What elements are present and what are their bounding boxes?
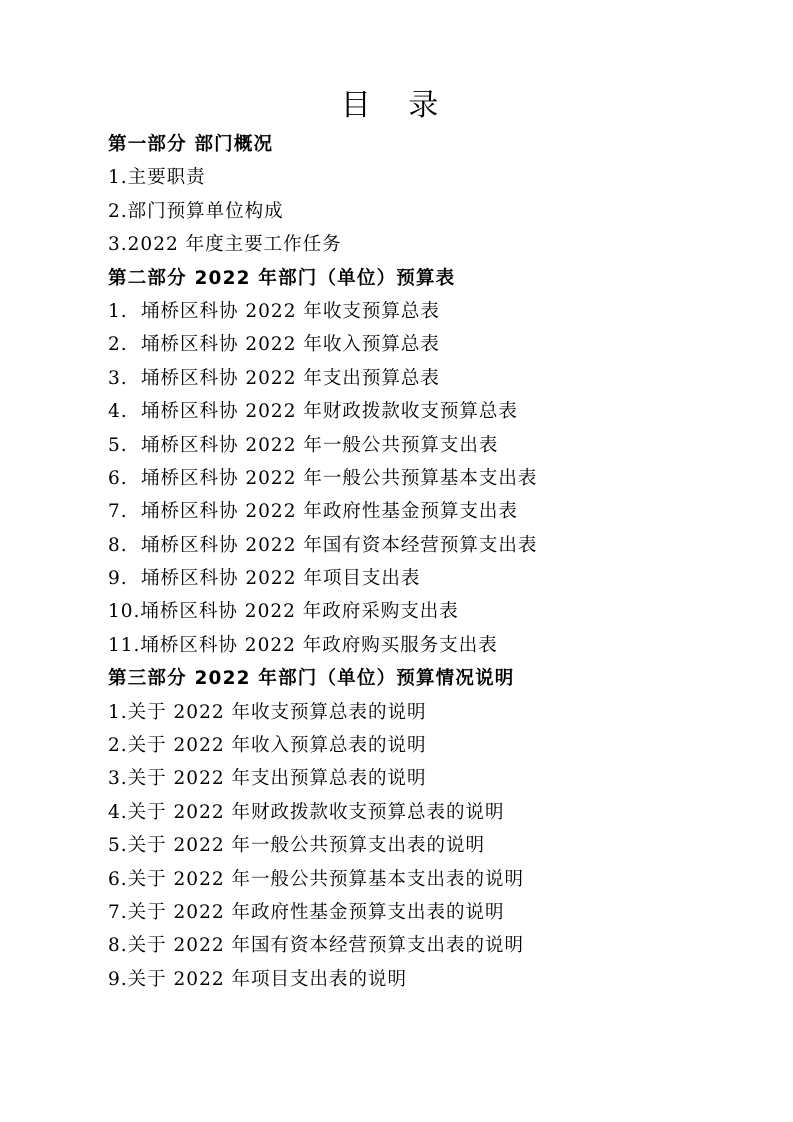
toc-item (108, 562, 768, 595)
toc-item-text: 关于 2022 年政府性基金预算支出表的说明 (127, 901, 505, 923)
toc-item-number: 1. (108, 701, 128, 723)
toc-item (108, 362, 768, 395)
toc-item-number: 9. (108, 968, 128, 990)
toc-item-text: 关于 2022 年一般公共预算支出表的说明 (127, 835, 485, 857)
toc-item-number: 5. (108, 835, 128, 857)
toc-item (108, 462, 768, 495)
section-heading-3: 第三部分 2022 年部门（单位）预算情况说明 (108, 668, 515, 690)
toc-item-number: 4. (108, 801, 128, 823)
toc-item-number: 1. (108, 167, 128, 189)
toc-item (108, 529, 768, 562)
toc-item (108, 295, 768, 328)
toc-item-number: 2. (108, 200, 128, 222)
toc-item-text: 埇桥区科协 2022 年收入预算总表 (141, 334, 440, 356)
toc-item-number: 11. (108, 634, 141, 656)
toc-item (108, 228, 768, 261)
toc-item (108, 829, 768, 862)
toc-item (108, 328, 768, 361)
toc-item-text: 埇桥区科协 2022 年财政拨款收支预算总表 (141, 401, 518, 423)
toc-item-number: 2. (108, 735, 128, 757)
toc-item (108, 495, 768, 528)
toc-item-number: 7. (108, 901, 128, 923)
toc-item-text: 关于 2022 年一般公共预算基本支出表的说明 (127, 868, 525, 890)
toc-item-number: 3. (108, 768, 128, 790)
toc-item (108, 595, 768, 628)
toc-item (108, 395, 768, 428)
toc-item (108, 929, 768, 962)
toc-item (108, 729, 768, 762)
toc-item (108, 863, 768, 896)
toc-item (108, 896, 768, 929)
toc-item-number: 9. (108, 568, 128, 590)
toc-item-text: 关于 2022 年财政拨款收支预算总表的说明 (127, 801, 505, 823)
toc-item-text: 埇桥区科协 2022 年政府采购支出表 (140, 601, 459, 623)
toc-item-number: 4. (108, 401, 128, 423)
toc-item-text: 主要职责 (127, 167, 206, 189)
toc-item-number: 6. (108, 868, 128, 890)
toc-item-number: 3. (108, 367, 128, 389)
toc-item (108, 762, 768, 795)
toc-item-text: 2022 年度主要工作任务 (127, 234, 342, 256)
toc-item-text: 埇桥区科协 2022 年项目支出表 (141, 568, 421, 590)
toc-item (108, 696, 768, 729)
toc-item-number: 2. (108, 334, 128, 356)
toc-item-text: 埇桥区科协 2022 年政府性基金预算支出表 (141, 501, 518, 523)
table-of-contents (108, 128, 768, 996)
page-title: 目 录 (340, 88, 453, 123)
toc-item-number: 7. (108, 501, 128, 523)
toc-item-text: 埇桥区科协 2022 年收支预算总表 (141, 300, 440, 322)
toc-item-number: 10. (108, 601, 141, 623)
toc-item (108, 629, 768, 662)
toc-item-text: 关于 2022 年国有资本经营预算支出表的说明 (127, 935, 525, 957)
toc-item-text: 埇桥区科协 2022 年一般公共预算基本支出表 (141, 467, 538, 489)
section-heading-2: 第二部分 2022 年部门（单位）预算表 (108, 267, 456, 289)
toc-item-text: 埇桥区科协 2022 年政府购买服务支出表 (140, 634, 498, 656)
toc-item (108, 429, 768, 462)
toc-item-text: 关于 2022 年项目支出表的说明 (127, 968, 407, 990)
toc-item (108, 963, 768, 996)
toc-item-number: 5. (108, 434, 128, 456)
toc-item-number: 3. (108, 234, 128, 256)
toc-item-text: 埇桥区科协 2022 年支出预算总表 (141, 367, 440, 389)
toc-item-text: 关于 2022 年收支预算总表的说明 (127, 701, 427, 723)
section-heading-1: 第一部分 部门概况 (108, 134, 274, 155)
toc-item-text: 埇桥区科协 2022 年国有资本经营预算支出表 (141, 534, 538, 556)
toc-item (108, 796, 768, 829)
toc-item-number: 8. (108, 935, 128, 957)
toc-item-number: 1. (108, 300, 128, 322)
toc-item-text: 关于 2022 年收入预算总表的说明 (127, 735, 427, 757)
toc-item-number: 8. (108, 534, 128, 556)
toc-item-number: 6. (108, 467, 128, 489)
toc-item (108, 195, 768, 228)
toc-item-text: 关于 2022 年支出预算总表的说明 (127, 768, 427, 790)
toc-item (108, 161, 768, 194)
toc-item-text: 部门预算单位构成 (127, 200, 284, 222)
toc-item-text: 埇桥区科协 2022 年一般公共预算支出表 (141, 434, 499, 456)
